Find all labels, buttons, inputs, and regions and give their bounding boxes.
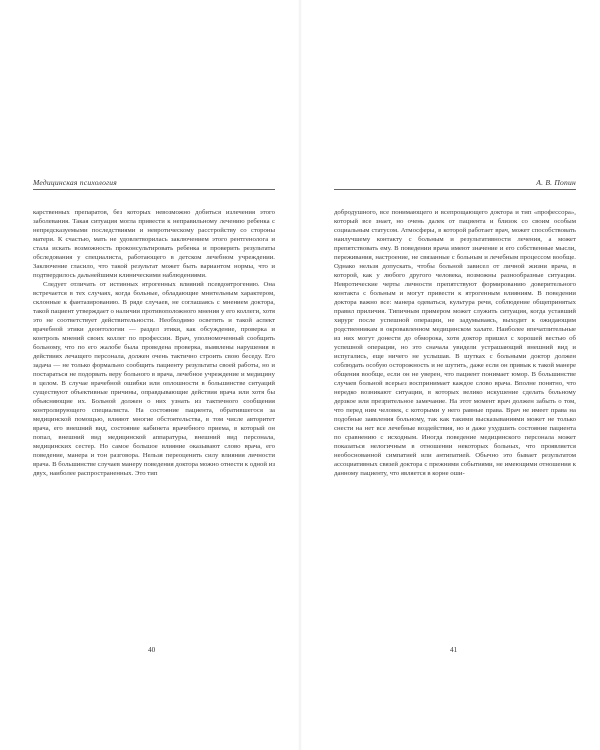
running-header-title: Медицинская психология (33, 178, 118, 187)
right-page (300, 0, 600, 750)
header-rule (334, 189, 576, 190)
page-number: 40 (148, 646, 156, 654)
running-header (33, 178, 275, 187)
paragraph: Следует отличать от истинных ятрогенных влияний псевдоятрогению. Она встречается в тех случаях, когда больные, обладающие мнительным характером, склонные к фантазированию. В ряде случаев, не соглашаясь с мнением доктора, такой пациент утверждает о наличии противоположного мнения у его коллеги, хотя это не соответствует действительности. Необходимо осветить и такой аспект врачебной этики деонтологии — раздел этики, как обсуждение, проверка и контроль мнений своих коллег по профессии. Врач, уполномоченный сообщить больному, что по его жалобе была проведена проверка, выявлены нарушения в действиях лечащего персонала, должен очень тактично строить свою беседу. Его задача — не только формально сообщить пациенту результаты своей работы, но и постараться не подорвать веру больного в врача, лечебное учреждение и медицину в целом. В случае врачебной ошибки или оплошности в большинстве ситуаций существуют объективные причины, оправдывающие действия врача или хотя бы объясняющие их. Больной должен о них узнать из тактичного сообщения контролирующего специалиста. На состояние пациента, обратившегося за медицинской помощью, влияют многие обстоятельства, в том числе авторитет врача, его внешний вид, состояние кабинета врачебного приема, в который он попал, внешний вид медицинской аппаратуры, внешний вид персонала, медицинских сестер. Но самое большое влияние оказывают слово врача, его поведение, манера и тон разговора. Нельзя переоценить силу влияния личности врача. В большинстве случаев манеру поведения доктора можно отнести к одной из двух, наиболее распространенных. Это тип (33, 281, 275, 478)
page-number: 41 (450, 646, 458, 654)
body-text (33, 208, 275, 478)
header-rule (33, 189, 275, 190)
body-text (334, 208, 576, 478)
paragraph: карственных препаратов, без которых невозможно добиться излечения этого заболевания. Такая ситуация могла привести к неправильному лечению ребенка с непредсказуемыми последствиями и невротическому расстройству со стороны матери. К счастью, мать не удовлетворилась заключением этого рентгенолога и стала искать возможность проконсультировать ребенка и проверить результаты обследования у специалиста, работающего в детском лечебном учреждении. Заключение гласило, что такой результат может быть вариантом нормы, что и подтвердилось дальнейшими клиническими наблюдениями. (33, 209, 275, 280)
paragraph: добродушного, все понимающего и всепрощающего доктора и тип «профессора», который все знает, но очень далек от пациента и близок со своим особым социальным статусом. Атмосферы, в которой работает врач, может способствовать наилучшему контакту с больным и результативности лечения, а может препятствовать ему. В поведении врача имеют значение и его собственные мысли, переживания, настроение, не связанные с больным и лечебным процессом вообще. Однако нельзя допускать, чтобы больной зависел от личной жизни врача, в которой, как у любого другого человека, возможны разнообразные ситуации. Невротические черты личности препятствуют формированию доверительного контакта с больным и могут привести к ятрогенным влияниям. В поведении доктора важно все: манера одеваться, культура речи, соблюдение общепринятых правил приличия. Типичным примером может служить ситуация, когда уставший хирург после успешной операции, не задумываясь, выходит к ожидающим родственникам в окровавленном медицинском халате. Наиболее впечатлительные из них могут донести до обморока, хотя доктор пришел с хорошей вестью об успешной операции, но это сначала увидели устрашающий внешний вид и испугались, еще ничего не услышав. В шутках с больными доктор должен соблюдать особую осторожность и не шутить, даже если он привык к такой манере общения вообще, если он не уверен, что пациент понимает юмор. В большинстве случаев больной всерьез воспринимает каждое слово врача. Вполне понятно, что нередко возникают ситуации, в которых велико искушение сделать больному дерзкое или презрительное замечание. На этот момент врач должен забыть о том, что перед ним человек, с которыми у него равные права. Врач не имеет права на подобные заявления больному, так как такими высказываниями может не только снести на нет все лечебные воздействия, но и даже ухудшить состояние пациента по сравнению с исходным. Иногда поведение медицинского персонала может показаться нелогичным в отношении некоторых больных, что проявляется необоснованной симпатией или антипатией. Обычно это бывает результатом ассоциативных связей доктора с прежними событиями, не имеющими отношения к данному пациенту, что является в корне оши- (334, 209, 576, 478)
running-header-author: А. В. Попин (536, 178, 576, 187)
